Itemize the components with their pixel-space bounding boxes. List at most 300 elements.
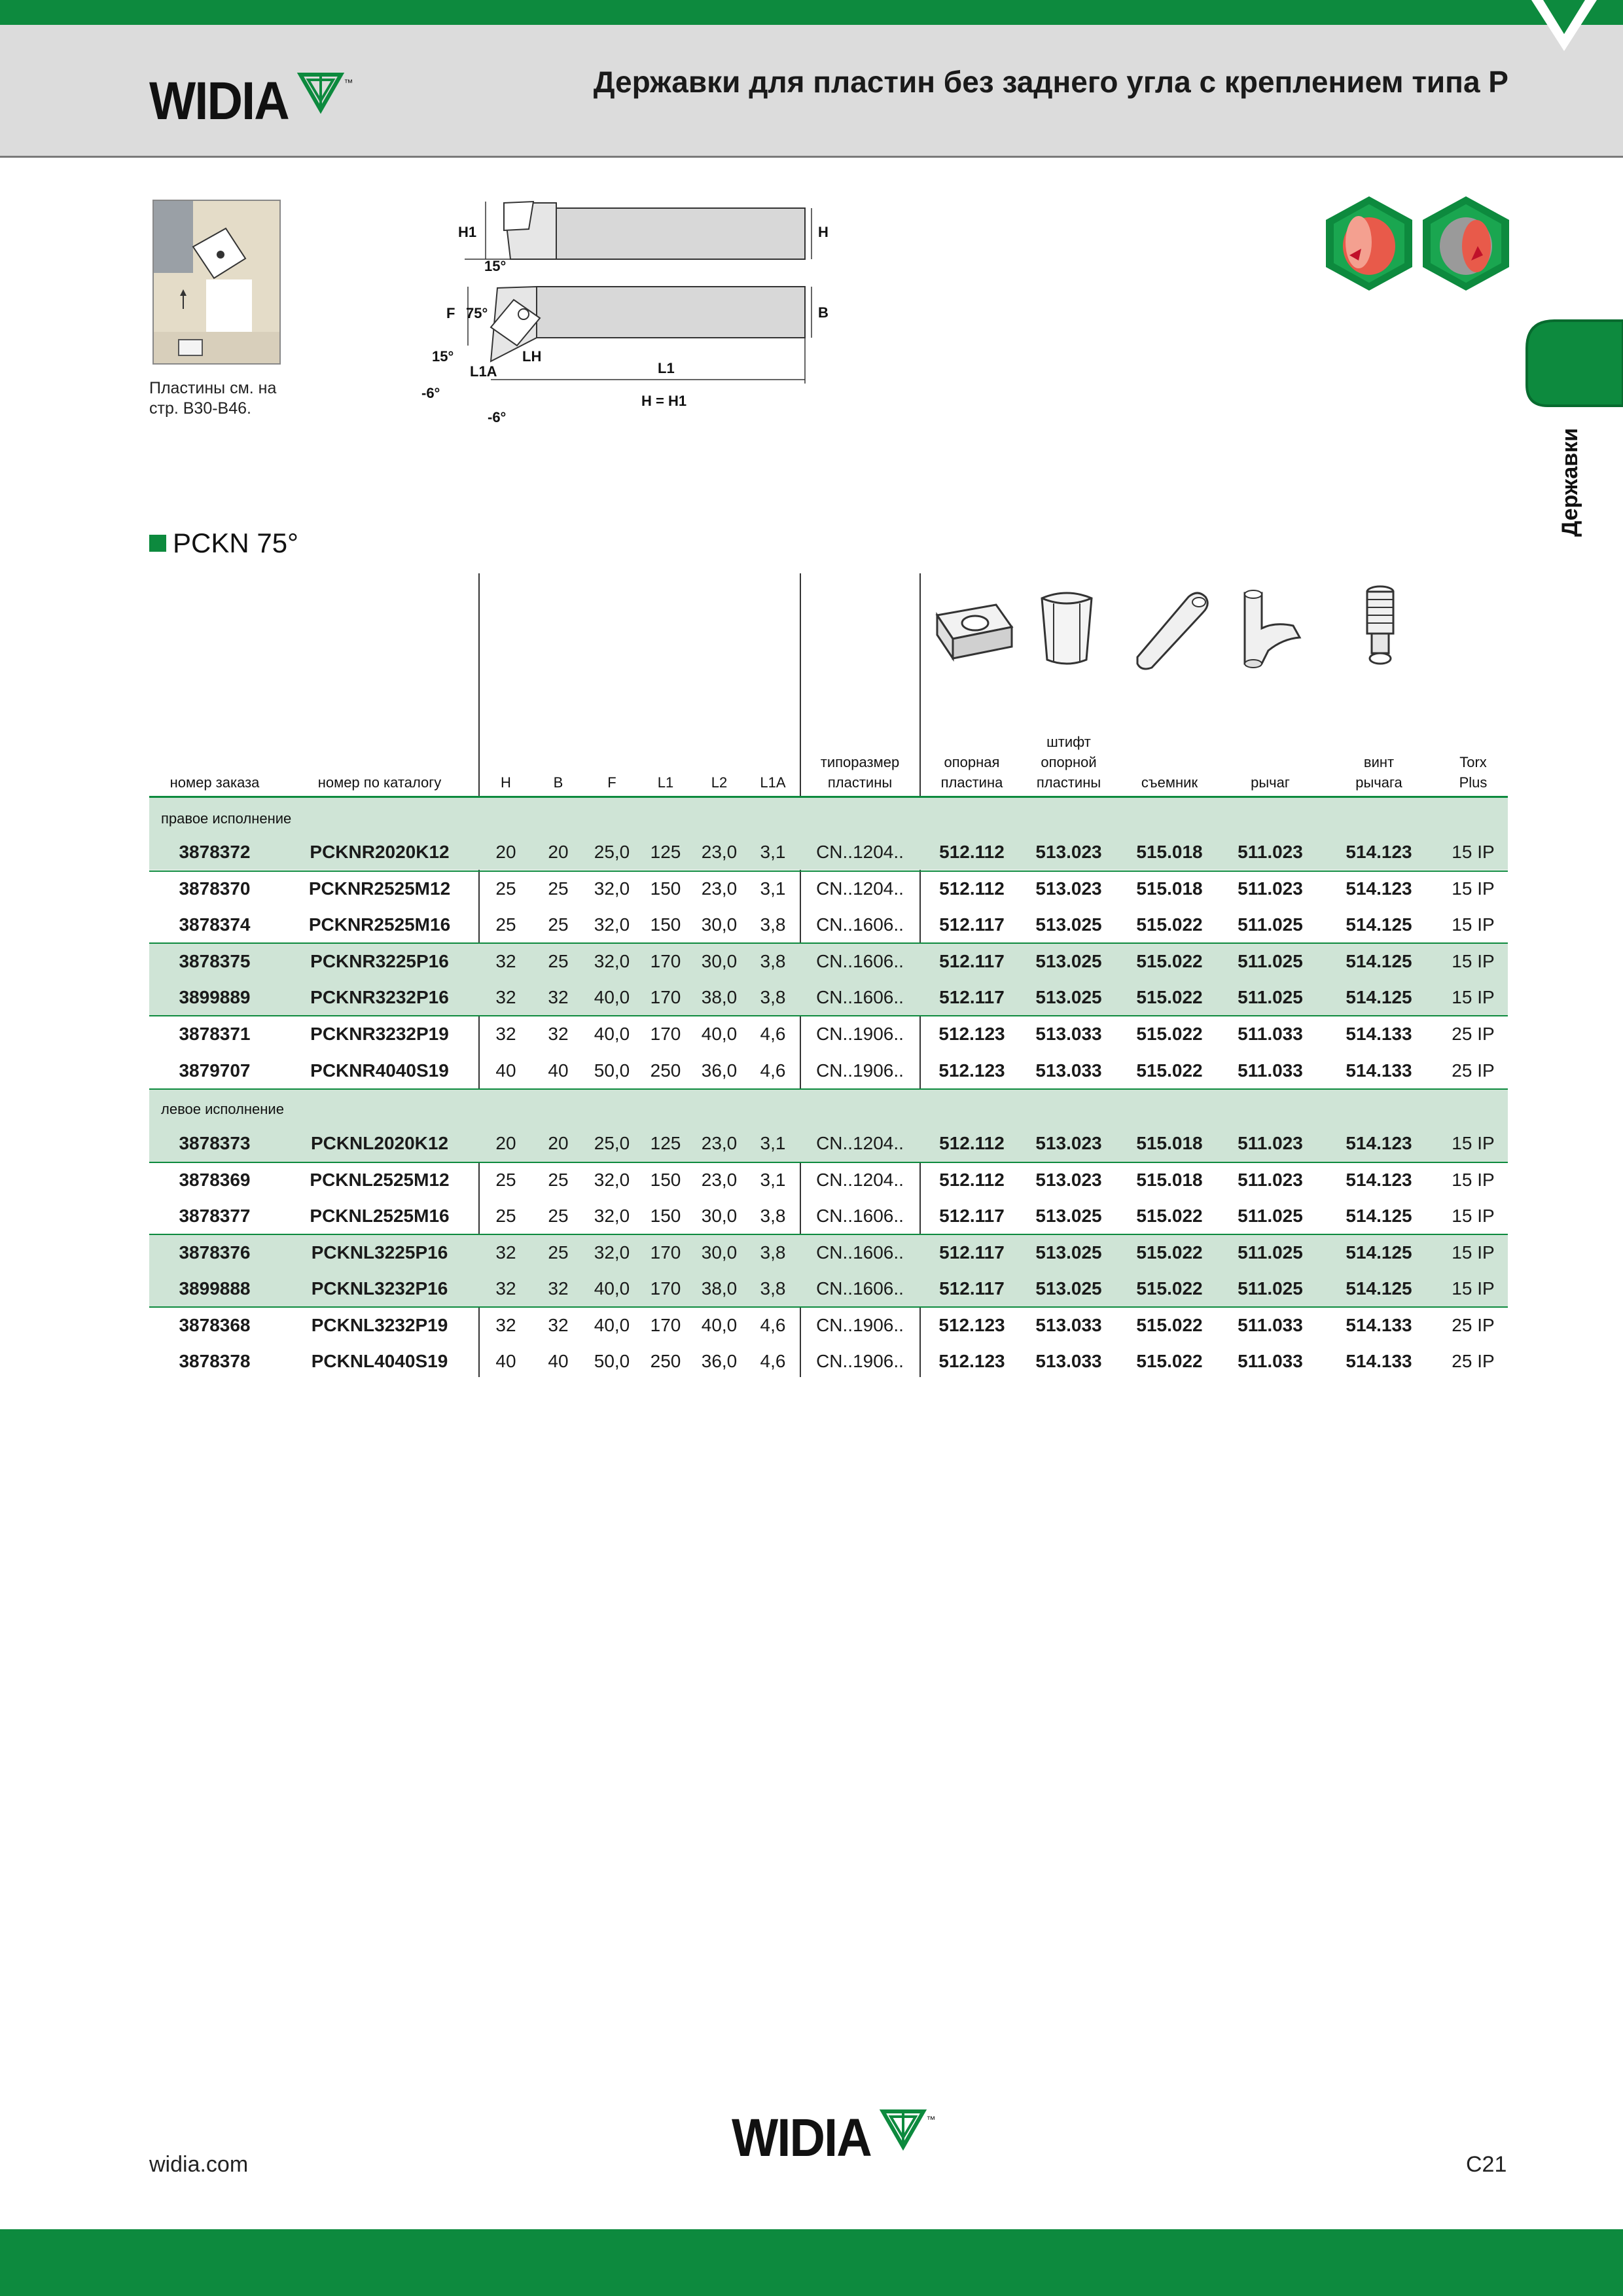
cell-shim-pin: 513.033 bbox=[1035, 1060, 1102, 1081]
cell-torx: 15 IP bbox=[1452, 951, 1495, 971]
cell-l1: 150 bbox=[650, 914, 681, 935]
cell-lever: 511.025 bbox=[1238, 951, 1303, 971]
col-header-catalog bbox=[288, 772, 471, 793]
toolholder-drawing bbox=[406, 190, 829, 445]
cell-l1a: 3,8 bbox=[760, 951, 786, 971]
cell-insert-size: CN..1606.. bbox=[816, 1278, 904, 1299]
cell-lever: 511.025 bbox=[1238, 1242, 1303, 1263]
cell-b: 25 bbox=[548, 1242, 569, 1263]
cell-shim-pin: 513.025 bbox=[1035, 951, 1102, 971]
footer-logo-triangle-icon bbox=[880, 2108, 926, 2153]
cell-h: 32 bbox=[495, 1278, 516, 1299]
table-row[interactable] bbox=[0, 1198, 1623, 1234]
section-title: PCKN 75° bbox=[173, 528, 298, 558]
cell-shim-pin: 513.025 bbox=[1035, 1206, 1102, 1226]
cell-shim-pin: 513.023 bbox=[1035, 878, 1102, 899]
cell-lever-screw: 514.123 bbox=[1346, 1170, 1412, 1190]
cell-lever-screw: 514.125 bbox=[1346, 987, 1412, 1007]
cell-shim-pin: 513.033 bbox=[1035, 1315, 1102, 1335]
cell-l1a: 3,8 bbox=[760, 987, 786, 1007]
table-row[interactable] bbox=[0, 943, 1623, 979]
col-header-l2-label: L2 bbox=[711, 774, 728, 791]
cell-f: 40,0 bbox=[594, 1024, 630, 1044]
corner-triangle-icon bbox=[1531, 0, 1597, 52]
label-b: B bbox=[818, 304, 829, 321]
cell-torx: 25 IP bbox=[1452, 1024, 1495, 1044]
cell-order: 3878375 bbox=[179, 951, 251, 971]
col-header-shim-line-1: опорная bbox=[944, 754, 1000, 770]
col-header-l1a-label: L1A bbox=[760, 774, 786, 791]
col-header-shim-pin bbox=[1021, 732, 1116, 793]
label-angle-75: 75° bbox=[466, 305, 488, 321]
cell-l1: 170 bbox=[650, 1242, 681, 1263]
table-row[interactable] bbox=[0, 1016, 1623, 1052]
cell-insert-size: CN..1906.. bbox=[816, 1351, 904, 1371]
cell-b: 25 bbox=[548, 951, 569, 971]
cell-catalog: PCKNR2525M16 bbox=[308, 914, 451, 935]
cell-insert-size: CN..1204.. bbox=[816, 1133, 904, 1153]
cell-catalog: PCKNL2525M16 bbox=[310, 1206, 450, 1226]
cell-extractor: 515.022 bbox=[1136, 1315, 1203, 1335]
footer-logo bbox=[732, 2108, 936, 2168]
cell-h: 40 bbox=[495, 1351, 516, 1371]
label-angle-15-bottom: 15° bbox=[432, 348, 454, 365]
cell-torx: 15 IP bbox=[1452, 987, 1495, 1007]
cell-f: 50,0 bbox=[594, 1351, 630, 1371]
cell-extractor: 515.018 bbox=[1136, 1133, 1203, 1153]
cell-h: 32 bbox=[495, 987, 516, 1007]
cell-shim: 512.117 bbox=[939, 951, 1005, 971]
cell-l1a: 3,1 bbox=[760, 878, 786, 899]
cell-extractor: 515.022 bbox=[1136, 1351, 1203, 1371]
col-header-b bbox=[537, 772, 580, 793]
cell-h: 20 bbox=[495, 1133, 516, 1153]
cell-catalog: PCKNR2020K12 bbox=[310, 842, 450, 862]
cell-order: 3878371 bbox=[179, 1024, 251, 1044]
cell-b: 32 bbox=[548, 987, 569, 1007]
cell-b: 32 bbox=[548, 1315, 569, 1335]
col-header-order bbox=[152, 772, 277, 793]
logo-wordmark: WIDIA bbox=[149, 71, 289, 131]
cell-torx: 15 IP bbox=[1452, 1206, 1495, 1226]
cell-l1a: 3,1 bbox=[760, 842, 786, 862]
table-row[interactable] bbox=[0, 1234, 1623, 1270]
section-side-tab bbox=[1522, 315, 1623, 411]
cell-shim: 512.112 bbox=[939, 1170, 1005, 1190]
cell-shim: 512.123 bbox=[938, 1351, 1005, 1371]
cell-insert-size: CN..1606.. bbox=[816, 1242, 904, 1263]
label-l1a: L1A bbox=[470, 363, 497, 380]
cell-l2: 38,0 bbox=[701, 987, 738, 1007]
table-row[interactable] bbox=[0, 906, 1623, 942]
cell-f: 50,0 bbox=[594, 1060, 630, 1081]
cell-shim-pin: 513.023 bbox=[1035, 842, 1102, 862]
col-header-pin-line-1: штифт bbox=[1046, 734, 1091, 750]
cell-f: 25,0 bbox=[594, 842, 630, 862]
cell-l2: 23,0 bbox=[701, 1133, 738, 1153]
cell-l1: 250 bbox=[650, 1060, 681, 1081]
label-l1: L1 bbox=[658, 360, 675, 376]
cell-lever: 511.033 bbox=[1238, 1024, 1303, 1044]
cell-torx: 15 IP bbox=[1452, 1242, 1495, 1263]
cell-h: 25 bbox=[495, 914, 516, 935]
cell-l1: 250 bbox=[650, 1351, 681, 1371]
cell-l2: 23,0 bbox=[701, 878, 738, 899]
col-header-insert-size-line-2: пластины bbox=[827, 774, 893, 791]
cell-lever: 511.023 bbox=[1238, 878, 1303, 899]
cell-lever: 511.023 bbox=[1238, 1170, 1303, 1190]
cell-torx: 15 IP bbox=[1452, 878, 1495, 899]
cell-shim: 512.112 bbox=[939, 842, 1005, 862]
col-header-shim bbox=[924, 752, 1020, 793]
footer-logo-trademark: ™ bbox=[926, 2114, 936, 2125]
label-h: H bbox=[818, 224, 829, 240]
facing-icon bbox=[1420, 195, 1512, 292]
cell-torx: 25 IP bbox=[1452, 1315, 1495, 1335]
cell-catalog: PCKNL2020K12 bbox=[310, 1133, 449, 1153]
cell-catalog: PCKNL4040S19 bbox=[311, 1351, 448, 1371]
cell-b: 40 bbox=[548, 1060, 569, 1081]
col-header-screw-line-2: рычага bbox=[1355, 774, 1402, 791]
page-number: C21 bbox=[1466, 2152, 1507, 2177]
cell-lever-screw: 514.123 bbox=[1346, 842, 1412, 862]
cell-shim-pin: 513.033 bbox=[1035, 1024, 1102, 1044]
bottom-color-bar bbox=[0, 2229, 1623, 2296]
lever-screw-icon bbox=[1357, 583, 1403, 672]
holder-sketch-icon bbox=[154, 201, 279, 363]
cell-shim-pin: 513.025 bbox=[1035, 1278, 1102, 1299]
cell-insert-size: CN..1606.. bbox=[816, 987, 904, 1007]
insert-photo bbox=[152, 200, 281, 365]
cell-order: 3878377 bbox=[179, 1206, 251, 1226]
side-tab-label: Державки bbox=[1558, 427, 1582, 537]
cell-shim-pin: 513.033 bbox=[1035, 1351, 1102, 1371]
cell-l1a: 3,1 bbox=[760, 1170, 786, 1190]
cell-h: 25 bbox=[495, 878, 516, 899]
cell-torx: 25 IP bbox=[1452, 1351, 1495, 1371]
cell-torx: 25 IP bbox=[1452, 1060, 1495, 1081]
caption-line-1: Пластины см. на bbox=[149, 379, 277, 397]
cell-shim-pin: 513.025 bbox=[1035, 987, 1102, 1007]
cell-shim: 512.117 bbox=[939, 1242, 1005, 1263]
col-header-pin-line-3: пластины bbox=[1036, 774, 1101, 791]
cell-catalog: PCKNR3232P16 bbox=[310, 987, 449, 1007]
cell-shim-pin: 513.025 bbox=[1035, 914, 1102, 935]
cell-f: 32,0 bbox=[594, 1170, 630, 1190]
cell-lever: 511.025 bbox=[1238, 914, 1303, 935]
cell-insert-size: CN..1906.. bbox=[816, 1315, 904, 1335]
cell-lever-screw: 514.125 bbox=[1346, 1206, 1412, 1226]
label-f: F bbox=[446, 305, 455, 321]
col-header-l2 bbox=[696, 772, 742, 793]
label-h-equals-h1: H = H1 bbox=[641, 393, 687, 409]
table-row[interactable] bbox=[0, 1125, 1623, 1161]
cell-order: 3878370 bbox=[179, 878, 251, 899]
cell-f: 40,0 bbox=[594, 1315, 630, 1335]
cell-l1: 170 bbox=[650, 1024, 681, 1044]
cell-insert-size: CN..1204.. bbox=[816, 878, 904, 899]
col-header-lever-screw bbox=[1331, 752, 1427, 793]
section-heading bbox=[149, 528, 298, 559]
external-turning-icon bbox=[1323, 195, 1415, 292]
cell-extractor: 515.018 bbox=[1136, 842, 1203, 862]
logo-triangle-icon bbox=[298, 71, 344, 117]
cell-extractor: 515.018 bbox=[1136, 878, 1203, 899]
footer-url[interactable]: widia.com bbox=[149, 2152, 249, 2177]
cell-catalog: PCKNL3232P16 bbox=[311, 1278, 448, 1299]
col-header-shim-line-2: пластина bbox=[940, 774, 1003, 791]
cell-lever: 511.033 bbox=[1238, 1315, 1303, 1335]
cell-torx: 15 IP bbox=[1452, 1170, 1495, 1190]
col-header-l1 bbox=[643, 772, 688, 793]
cell-order: 3878368 bbox=[179, 1315, 251, 1335]
col-header-f bbox=[589, 772, 635, 793]
cell-lever: 511.025 bbox=[1238, 987, 1303, 1007]
cell-lever-screw: 514.123 bbox=[1346, 1133, 1412, 1153]
cell-extractor: 515.022 bbox=[1136, 1060, 1203, 1081]
cell-b: 20 bbox=[548, 842, 569, 862]
cell-lever-screw: 514.125 bbox=[1346, 951, 1412, 971]
cell-l2: 36,0 bbox=[701, 1060, 738, 1081]
lever-icon bbox=[1236, 586, 1309, 672]
col-header-l1a bbox=[750, 772, 796, 793]
cell-l2: 30,0 bbox=[701, 914, 738, 935]
cell-f: 32,0 bbox=[594, 914, 630, 935]
cell-insert-size: CN..1906.. bbox=[816, 1024, 904, 1044]
cell-shim: 512.112 bbox=[939, 1133, 1005, 1153]
cell-shim-pin: 513.023 bbox=[1035, 1133, 1102, 1153]
insert-caption bbox=[149, 378, 276, 419]
cell-catalog: PCKNR3225P16 bbox=[310, 951, 449, 971]
cell-l1a: 3,8 bbox=[760, 1206, 786, 1226]
label-h1: H1 bbox=[458, 224, 477, 240]
col-header-extractor bbox=[1122, 772, 1217, 793]
cell-l2: 40,0 bbox=[701, 1315, 738, 1335]
cell-shim-pin: 513.023 bbox=[1035, 1170, 1102, 1190]
cell-order: 3878373 bbox=[179, 1133, 251, 1153]
cell-shim: 512.117 bbox=[939, 1278, 1005, 1299]
cell-f: 25,0 bbox=[594, 1133, 630, 1153]
cell-order: 3879707 bbox=[179, 1060, 251, 1081]
cell-l1: 170 bbox=[650, 987, 681, 1007]
cell-torx: 15 IP bbox=[1452, 1278, 1495, 1299]
table-row[interactable] bbox=[0, 1270, 1623, 1306]
cell-f: 32,0 bbox=[594, 1206, 630, 1226]
cell-lever-screw: 514.133 bbox=[1346, 1060, 1412, 1081]
cell-insert-size: CN..1606.. bbox=[816, 1206, 904, 1226]
cell-extractor: 515.022 bbox=[1136, 1242, 1203, 1263]
cell-l1a: 4,6 bbox=[760, 1060, 786, 1081]
cell-b: 40 bbox=[548, 1351, 569, 1371]
cell-lever-screw: 514.133 bbox=[1346, 1315, 1412, 1335]
table-row[interactable] bbox=[0, 834, 1623, 870]
cell-f: 32,0 bbox=[594, 1242, 630, 1263]
cell-l1: 150 bbox=[650, 878, 681, 899]
header-logo bbox=[149, 71, 353, 131]
col-header-insert-size-line-1: типоразмер bbox=[820, 754, 900, 770]
shim-pin-icon bbox=[1034, 586, 1099, 668]
table-row[interactable] bbox=[0, 1052, 1623, 1088]
footer-logo-wordmark: WIDIA bbox=[732, 2108, 871, 2168]
cell-l2: 38,0 bbox=[701, 1278, 738, 1299]
cell-lever: 511.025 bbox=[1238, 1206, 1303, 1226]
cell-l1: 170 bbox=[650, 1315, 681, 1335]
cell-shim: 512.117 bbox=[939, 914, 1005, 935]
cell-torx: 15 IP bbox=[1452, 914, 1495, 935]
cell-torx: 15 IP bbox=[1452, 842, 1495, 862]
cell-extractor: 515.022 bbox=[1136, 1024, 1203, 1044]
cell-f: 40,0 bbox=[594, 987, 630, 1007]
cell-l1: 170 bbox=[650, 951, 681, 971]
cell-catalog: PCKNR2525M12 bbox=[308, 878, 451, 899]
cell-shim: 512.123 bbox=[938, 1024, 1005, 1044]
col-header-torx-line-2: Plus bbox=[1459, 774, 1488, 791]
logo-trademark: ™ bbox=[344, 77, 353, 88]
cell-order: 3878372 bbox=[179, 842, 251, 862]
cell-b: 32 bbox=[548, 1278, 569, 1299]
cell-lever-screw: 514.133 bbox=[1346, 1024, 1412, 1044]
col-header-torx bbox=[1437, 752, 1509, 793]
cell-order: 3878378 bbox=[179, 1351, 251, 1371]
cell-l2: 36,0 bbox=[701, 1351, 738, 1371]
col-header-h-label: H bbox=[501, 774, 511, 791]
cell-shim: 512.117 bbox=[939, 1206, 1005, 1226]
col-header-pin-line-2: опорной bbox=[1041, 754, 1097, 770]
cell-l1a: 3,1 bbox=[760, 1133, 786, 1153]
label-angle-15-top: 15° bbox=[484, 258, 507, 274]
page-title: Державки для пластин без заднего угла с креплением типа Р bbox=[593, 65, 1508, 99]
cell-shim: 512.112 bbox=[939, 878, 1005, 899]
cell-order: 3878376 bbox=[179, 1242, 251, 1263]
label-neg6-left: -6° bbox=[421, 385, 440, 401]
cell-extractor: 515.022 bbox=[1136, 1278, 1203, 1299]
col-header-l1-label: L1 bbox=[657, 774, 674, 791]
cell-torx: 15 IP bbox=[1452, 1133, 1495, 1153]
table-row[interactable] bbox=[0, 1343, 1623, 1379]
cell-lever-screw: 514.125 bbox=[1346, 1242, 1412, 1263]
cell-l1: 125 bbox=[650, 1133, 681, 1153]
cell-l2: 30,0 bbox=[701, 951, 738, 971]
extractor-icon bbox=[1126, 584, 1217, 672]
col-header-b-label: B bbox=[553, 774, 563, 791]
cell-h: 25 bbox=[495, 1206, 516, 1226]
cell-l1: 150 bbox=[650, 1170, 681, 1190]
cell-l1: 170 bbox=[650, 1278, 681, 1299]
cell-f: 40,0 bbox=[594, 1278, 630, 1299]
cell-h: 32 bbox=[495, 1242, 516, 1263]
col-header-screw-line-1: винт bbox=[1363, 754, 1395, 770]
cell-extractor: 515.018 bbox=[1136, 1170, 1203, 1190]
cell-l2: 40,0 bbox=[701, 1024, 738, 1044]
cell-l2: 23,0 bbox=[701, 1170, 738, 1190]
cell-shim-pin: 513.025 bbox=[1035, 1242, 1102, 1263]
cell-lever: 511.033 bbox=[1238, 1351, 1303, 1371]
cell-insert-size: CN..1606.. bbox=[816, 951, 904, 971]
cell-order: 3878369 bbox=[179, 1170, 251, 1190]
side-tab-label-box bbox=[1539, 427, 1611, 563]
cell-h: 32 bbox=[495, 1315, 516, 1335]
table-row[interactable] bbox=[0, 870, 1623, 906]
col-header-torx-line-1: Torx bbox=[1459, 754, 1487, 770]
table-row[interactable] bbox=[0, 1307, 1623, 1343]
cell-l2: 30,0 bbox=[701, 1242, 738, 1263]
cell-l1a: 3,8 bbox=[760, 1278, 786, 1299]
col-header-h bbox=[484, 772, 527, 793]
cell-l1a: 4,6 bbox=[760, 1351, 786, 1371]
cell-insert-size: CN..1606.. bbox=[816, 914, 904, 935]
cell-shim: 512.117 bbox=[939, 987, 1005, 1007]
col-header-order-label: номер заказа bbox=[169, 774, 260, 791]
cell-l1a: 4,6 bbox=[760, 1315, 786, 1335]
col-header-lever-label: рычаг bbox=[1251, 774, 1290, 791]
cell-b: 25 bbox=[548, 878, 569, 899]
table-row[interactable] bbox=[0, 979, 1623, 1015]
cell-catalog: PCKNR4040S19 bbox=[310, 1060, 449, 1081]
cell-extractor: 515.022 bbox=[1136, 1206, 1203, 1226]
cell-h: 25 bbox=[495, 1170, 516, 1190]
cell-lever: 511.023 bbox=[1238, 1133, 1303, 1153]
cell-l2: 23,0 bbox=[701, 842, 738, 862]
cell-b: 20 bbox=[548, 1133, 569, 1153]
col-header-insert-size bbox=[804, 752, 916, 793]
cell-order: 3899889 bbox=[179, 987, 251, 1007]
shim-icon bbox=[928, 596, 1017, 668]
cell-h: 40 bbox=[495, 1060, 516, 1081]
cell-h: 32 bbox=[495, 951, 516, 971]
cell-catalog: PCKNL2525M12 bbox=[310, 1170, 450, 1190]
cell-f: 32,0 bbox=[594, 878, 630, 899]
cell-insert-size: CN..1906.. bbox=[816, 1060, 904, 1081]
cell-l1: 125 bbox=[650, 842, 681, 862]
table-row[interactable] bbox=[0, 1162, 1623, 1198]
section-bullet-icon bbox=[149, 535, 166, 552]
col-header-lever bbox=[1222, 772, 1318, 793]
cell-extractor: 515.022 bbox=[1136, 987, 1203, 1007]
cell-catalog: PCKNR3232P19 bbox=[310, 1024, 449, 1044]
cell-b: 25 bbox=[548, 914, 569, 935]
cell-b: 32 bbox=[548, 1024, 569, 1044]
cell-h: 20 bbox=[495, 842, 516, 862]
cell-shim: 512.123 bbox=[938, 1315, 1005, 1335]
caption-line-2: стр. B30-B46. bbox=[149, 399, 251, 418]
cell-l1: 150 bbox=[650, 1206, 681, 1226]
col-header-catalog-label: номер по каталогу bbox=[317, 774, 442, 791]
cell-l1a: 4,6 bbox=[760, 1024, 786, 1044]
cell-catalog: PCKNL3232P19 bbox=[311, 1315, 448, 1335]
cell-b: 25 bbox=[548, 1206, 569, 1226]
cell-lever: 511.023 bbox=[1238, 842, 1303, 862]
cell-l1a: 3,8 bbox=[760, 1242, 786, 1263]
cell-l1a: 3,8 bbox=[760, 914, 786, 935]
top-color-bar bbox=[0, 0, 1623, 25]
cell-h: 32 bbox=[495, 1024, 516, 1044]
cell-l2: 30,0 bbox=[701, 1206, 738, 1226]
cell-insert-size: CN..1204.. bbox=[816, 1170, 904, 1190]
cell-lever-screw: 514.125 bbox=[1346, 1278, 1412, 1299]
col-header-extractor-label: съемник bbox=[1141, 774, 1198, 791]
cell-f: 32,0 bbox=[594, 951, 630, 971]
group-label-left: левое исполнение bbox=[161, 1101, 284, 1117]
cell-catalog: PCKNL3225P16 bbox=[311, 1242, 448, 1263]
group-label-right: правое исполнение bbox=[161, 810, 292, 827]
label-lh: LH bbox=[522, 348, 542, 365]
cell-lever: 511.025 bbox=[1238, 1278, 1303, 1299]
label-neg6-bottom: -6° bbox=[488, 409, 507, 425]
cell-shim: 512.123 bbox=[938, 1060, 1005, 1081]
col-header-f-label: F bbox=[607, 774, 616, 791]
cell-extractor: 515.022 bbox=[1136, 951, 1203, 971]
cell-lever-screw: 514.133 bbox=[1346, 1351, 1412, 1371]
